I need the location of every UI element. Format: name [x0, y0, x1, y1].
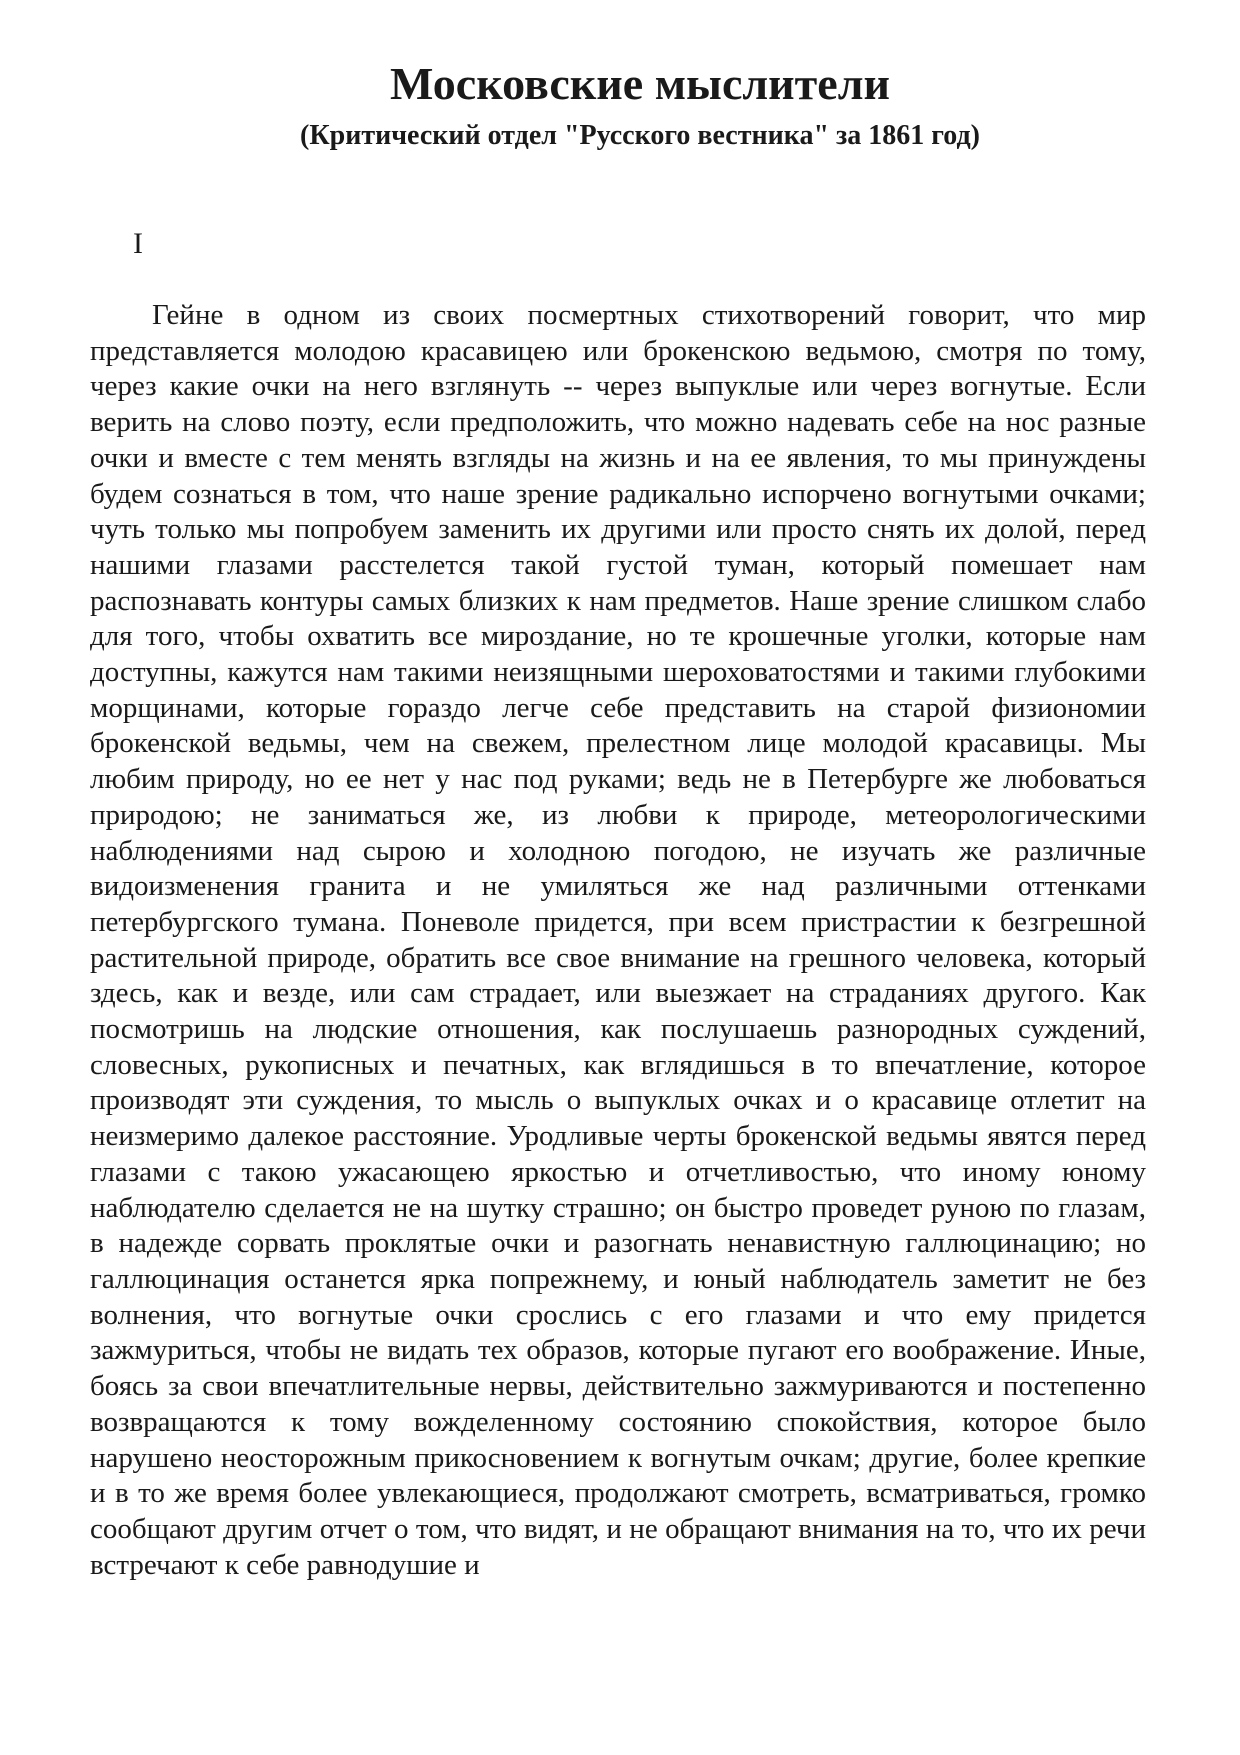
section-number: I [133, 227, 143, 260]
document-subtitle: (Критический отдел "Русского вестника" за 1861 год) [300, 120, 980, 151]
body-paragraph: Гейне в одном из своих посмертных стихотворений говорит, что мир представляется молодою красавицею или брокенскою ведьмою, смотря по тому, через какие очки на него взглянуть -- через выпуклые или через вогнутые. Если верить на слово поэту, если предположить, что можно надевать себе на нос разные очки и вместе с тем менять взгляды на жизнь и на ее явления, то мы принуждены будем сознаться в том, что наше зрение радикально испорчено вогнутыми очками; чуть только мы попробуем заменить их другими или просто снять их долой, перед нашими глазами расстелется такой густой туман, который помешает нам распознавать контуры самых близких к нам предметов. Наше зрение слишком слабо для того, чтобы охватить все мироздание, но те крошечные уголки, которые нам доступны, кажутся нам такими неизящными шероховатостями и такими глубокими морщинами, которые гораздо легче себе представить на старой физиономии брокенской ведьмы, чем на свежем, прелестном лице молодой красавицы. Мы любим природу, но ее нет у нас под руками; ведь не в Петербурге же любоваться природою; не заниматься же, из любви к природе, метеорологическими наблюдениями над сырою и холодною погодою, не изучать же различные видоизменения гранита и не умиляться же над различными оттенками петербургского тумана. Поневоле придется, при всем пристрастии к безгрешной растительной природе, обратить все свое внимание на грешного человека, который здесь, как и везде, или сам страдает, или выезжает на страданиях другого. Как посмотришь на людские отношения, как послушаешь разнородных суждений, словесных, рукописных и печатных, как вглядишься в то впечатление, которое производят эти суждения, то мысль о выпуклых очках и о красавице отлетит на неизмеримо далекое расстояние. Уродливые черты брокенской ведьмы явятся перед глазами с такою ужасающею яркостью и отчетливостью, что иному юному наблюдателю сделается не на шутку страшно; он быстро проведет руною по глазам, в надежде сорвать проклятые очки и разогнать ненавистную галлюцинацию; но галлюцинация останется ярка попрежнему, и юный наблюдатель заметит не без волнения, что вогнутые очки срослись с его глазами и что ему придется зажмуриться, чтобы не видать тех образов, которые пугают его воображение. Иные, боясь за свои впечатлительные нервы, действительно зажмуриваются и постепенно возвращаются к тому вожделенному состоянию спокойствия, которое было нарушено неосторожным прикосновением к вогнутым очкам; другие, более крепкие и в то же время более увлекающиеся, продолжают смотреть, всматриваться, громко сообщают другим отчет о том, что видят, и не обращают внимания на то, что их речи встречают к себе равнодушие и [90, 299, 1146, 1581]
document-title: Московские мыслители [389, 58, 891, 109]
